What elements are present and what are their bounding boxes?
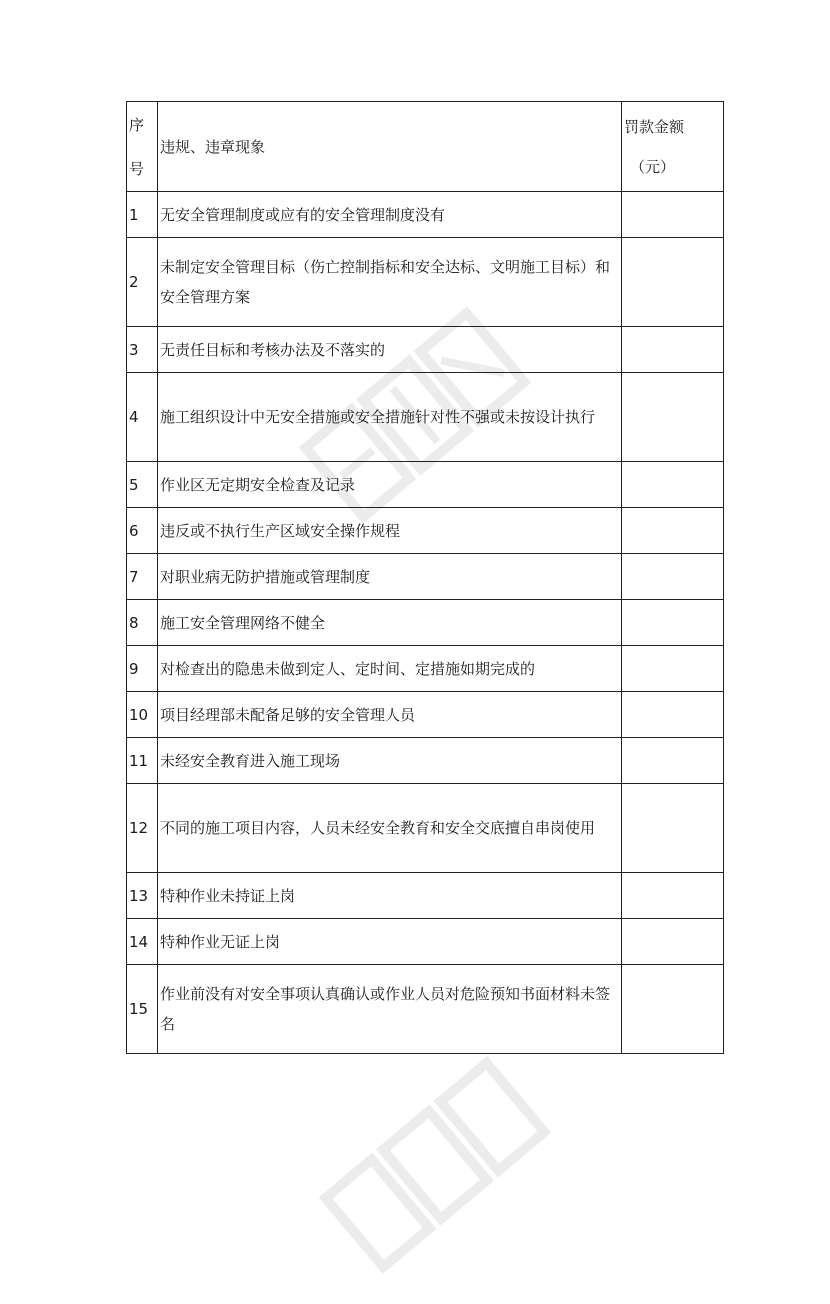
row-description-cell: 特种作业无证上岗: [158, 919, 622, 965]
table-row: [127, 462, 724, 508]
header-fine-cell: [622, 102, 724, 192]
table-row: [127, 373, 724, 462]
table-row: [127, 738, 724, 784]
row-number-cell: 11: [127, 738, 158, 784]
row-fine-cell: [622, 600, 724, 646]
table-header-row: [127, 102, 724, 192]
row-number-cell: 10: [127, 692, 158, 738]
table-row: [127, 784, 724, 873]
row-number-cell: 4: [127, 373, 158, 462]
row-fine-cell: [622, 508, 724, 554]
row-description-cell: 违反或不执行生产区域安全操作规程: [158, 508, 622, 554]
row-fine-cell: [622, 192, 724, 238]
row-number-cell: 12: [127, 784, 158, 873]
row-number-cell: 15: [127, 965, 158, 1054]
row-fine-cell: [622, 554, 724, 600]
row-fine-cell: [622, 919, 724, 965]
row-number-cell: 8: [127, 600, 158, 646]
row-fine-cell: [622, 738, 724, 784]
watermark-logo: [292, 1026, 577, 1304]
row-description-cell: 施工组织设计中无安全措施或安全措施针对性不强或未按设计执行: [158, 373, 622, 462]
row-description-cell: 施工安全管理网络不健全: [158, 600, 622, 646]
row-number-cell: 9: [127, 646, 158, 692]
row-number-cell: 6: [127, 508, 158, 554]
header-number-cell: [127, 102, 158, 192]
header-description-cell: 违规、违章现象: [158, 102, 622, 192]
row-description-cell: 未经安全教育进入施工现场: [158, 738, 622, 784]
row-number-cell: 7: [127, 554, 158, 600]
table-row: [127, 327, 724, 373]
row-number-cell: 3: [127, 327, 158, 373]
row-number-cell: 13: [127, 873, 158, 919]
row-fine-cell: [622, 646, 724, 692]
header-number-line1: 序: [129, 115, 145, 134]
row-description-cell: 无责任目标和考核办法及不落实的: [158, 327, 622, 373]
table-row: [127, 692, 724, 738]
table-row: [127, 646, 724, 692]
row-description-cell: 项目经理部未配备足够的安全管理人员: [158, 692, 622, 738]
row-number-cell: 1: [127, 192, 158, 238]
row-fine-cell: [622, 238, 724, 327]
row-fine-cell: [622, 692, 724, 738]
table-row: [127, 508, 724, 554]
table-row: [127, 919, 724, 965]
row-description-cell: 对职业病无防护措施或管理制度: [158, 554, 622, 600]
row-number-cell: 5: [127, 462, 158, 508]
header-fine-line2: （元）: [630, 157, 676, 176]
row-fine-cell: [622, 873, 724, 919]
table-row: [127, 600, 724, 646]
row-fine-cell: [622, 462, 724, 508]
table-row: [127, 238, 724, 327]
row-number-cell: 14: [127, 919, 158, 965]
row-fine-cell: [622, 784, 724, 873]
header-number-line2: 号: [129, 159, 145, 178]
row-fine-cell: [622, 965, 724, 1054]
row-description-cell: 对检查出的隐患未做到定人、定时间、定措施如期完成的: [158, 646, 622, 692]
table-row: [127, 554, 724, 600]
row-fine-cell: [622, 373, 724, 462]
row-description-cell: 未制定安全管理目标（伤亡控制指标和安全达标、文明施工目标）和安全管理方案: [158, 238, 622, 327]
row-description-cell: 无安全管理制度或应有的安全管理制度没有: [158, 192, 622, 238]
header-fine-line1: 罚款金额: [624, 117, 685, 136]
table-row: [127, 873, 724, 919]
row-description-cell: 作业前没有对安全事项认真确认或作业人员对危险预知书面材料未签名: [158, 965, 622, 1054]
table-row: [127, 192, 724, 238]
row-fine-cell: [622, 327, 724, 373]
row-description-cell: 作业区无定期安全检查及记录: [158, 462, 622, 508]
row-number-cell: 2: [127, 238, 158, 327]
violations-table: [126, 101, 724, 1054]
row-description-cell: 特种作业未持证上岗: [158, 873, 622, 919]
row-description-cell: 不同的施工项目内容，人员未经安全教育和安全交底擅自串岗使用: [158, 784, 622, 873]
table-row: [127, 965, 724, 1054]
